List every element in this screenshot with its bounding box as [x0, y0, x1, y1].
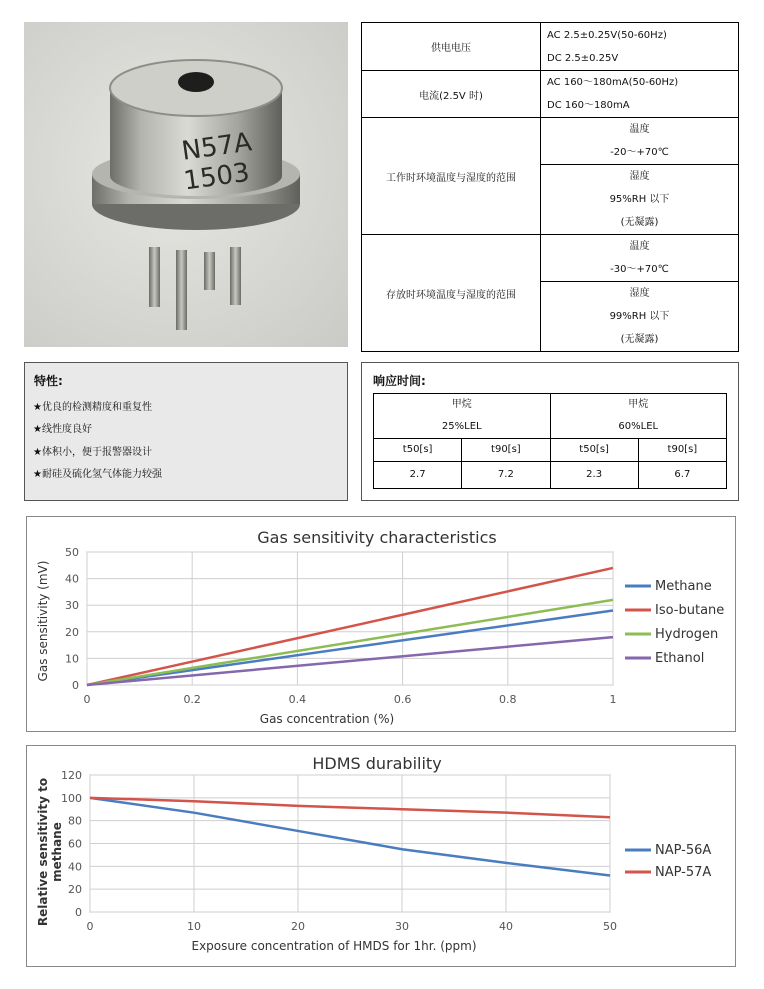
feature-item: ★线性度良好 [33, 424, 92, 435]
y-tick-label: 30 [65, 599, 79, 613]
t90-header: t90[s] [638, 439, 726, 462]
group-gas: 甲烷 [628, 399, 649, 410]
feature-item: ★优良的检测精度和重复性 [33, 402, 152, 413]
y-tick-label: 10 [65, 652, 79, 666]
t50-value: 2.3 [550, 462, 638, 489]
x-tick-label: 20 [291, 920, 305, 933]
x-tick-label: 50 [603, 920, 617, 933]
y-tick-label: 40 [65, 572, 79, 586]
current-value [541, 71, 739, 118]
table-row [362, 71, 739, 118]
t90-header: t90[s] [462, 439, 550, 462]
x-tick-label: 0.8 [499, 693, 517, 706]
y-tick-label: 60 [68, 837, 82, 851]
supply-voltage-dc: DC 2.5±0.25V [547, 52, 619, 64]
table-row [362, 118, 739, 165]
storage-humidity-label: 湿度 [629, 288, 650, 299]
x-tick-label: 30 [395, 920, 409, 933]
marking-line1: N57A [179, 127, 254, 167]
supply-voltage-value [541, 23, 739, 71]
operating-humidity-label: 湿度 [629, 171, 650, 182]
series-line-nap-56a [90, 798, 610, 876]
storage-env-label: 存放时环境温度与湿度的范围 [362, 235, 541, 352]
legend-label: Hydrogen [655, 627, 719, 642]
series-line-nap-57a [90, 798, 610, 817]
gas-sensitivity-chart [26, 516, 736, 732]
plot-area [87, 552, 613, 685]
y-tick-label: 20 [65, 625, 79, 639]
t50-header: t50[s] [550, 439, 638, 462]
legend-label: Methane [655, 579, 712, 594]
y-tick-label: 0 [72, 679, 79, 692]
y-tick-label: 50 [65, 546, 79, 559]
supply-voltage-ac: AC 2.5±0.25V(50-60Hz) [547, 29, 667, 41]
storage-temp-label: 温度 [629, 241, 650, 252]
y-tick-label: 20 [68, 883, 82, 897]
y-tick-label: 100 [61, 791, 82, 805]
operating-temp-value: -20～+70℃ [610, 147, 669, 158]
y-tick-label: 80 [68, 814, 82, 828]
feature-item: ★体积小，便于报警器设计 [33, 447, 152, 458]
marking-line2: 1503 [181, 157, 252, 197]
x-axis-label: Exposure concentration of HMDS for 1hr. (ppm) [191, 939, 477, 953]
series-line-iso-butane [87, 568, 613, 685]
y-tick-label: 40 [68, 860, 82, 874]
group-gas: 甲烷 [451, 399, 472, 410]
storage-humidity-value: 99%RH 以下 [609, 311, 670, 322]
series-line-methane [87, 611, 613, 685]
table-row [362, 235, 739, 282]
series-line-ethanol [87, 637, 613, 685]
chart-title: Gas sensitivity characteristics [257, 528, 497, 547]
hdms-durability-chart [26, 745, 736, 967]
legend-label: NAP-57A [655, 865, 712, 880]
chart-title: HDMS durability [312, 754, 442, 773]
storage-temp-cell [541, 235, 739, 282]
x-tick-label: 0.4 [288, 693, 307, 706]
operating-temp-cell [541, 118, 739, 165]
sensor-photo [24, 22, 348, 347]
table-row [374, 394, 727, 439]
features-box [24, 362, 348, 501]
x-tick-label: 40 [499, 920, 513, 933]
operating-humidity-cell [541, 165, 739, 235]
response-time-title: 响应时间: [373, 374, 426, 388]
t50-value: 2.7 [374, 462, 462, 489]
group-concentration: 60%LEL [618, 421, 659, 432]
legend-label: Iso-butane [655, 603, 725, 618]
y-axis-label: Relative sensitivity tomethane [36, 777, 64, 927]
x-tick-label: 0.2 [183, 693, 201, 706]
operating-humidity-note: (无凝露) [620, 217, 659, 228]
hdms-durability-chart-svg [27, 746, 735, 966]
current-ac: AC 160～180mA(50-60Hz) [547, 77, 679, 88]
x-tick-label: 10 [187, 920, 201, 933]
y-axis-label: Gas sensitivity (mV) [36, 560, 50, 682]
series-line-hydrogen [87, 600, 613, 685]
operating-humidity-value: 95%RH 以下 [609, 194, 670, 205]
group-concentration: 25%LEL [441, 421, 482, 432]
x-tick-label: 0.6 [393, 693, 412, 706]
legend-label: Ethanol [655, 651, 705, 666]
storage-temp-value: -30～+70℃ [610, 264, 669, 275]
current-dc: DC 160～180mA [547, 100, 630, 111]
gas-sensor-image [24, 22, 348, 347]
t50-header: t50[s] [374, 439, 462, 462]
table-row [374, 462, 727, 489]
x-axis-label: Gas concentration (%) [259, 712, 395, 726]
operating-temp-label: 温度 [629, 124, 650, 135]
current-label: 电流(2.5V 时) [362, 71, 541, 118]
feature-item: ★耐硅及硫化氢气体能力较强 [33, 469, 162, 480]
response-time-table [373, 393, 727, 489]
y-tick-label: 120 [61, 769, 82, 782]
supply-voltage-label: 供电电压 [362, 23, 541, 71]
y-tick-label: 0 [75, 906, 82, 919]
storage-humidity-note: (无凝露) [620, 334, 659, 345]
x-tick-label: 0 [86, 920, 94, 933]
x-tick-label: 0 [83, 693, 91, 706]
table-row [362, 23, 739, 71]
group-header [374, 394, 551, 439]
x-tick-label: 1 [609, 693, 617, 706]
storage-humidity-cell [541, 282, 739, 352]
features-title: 特性: [34, 374, 63, 388]
t90-value: 7.2 [462, 462, 550, 489]
spec-table [361, 22, 739, 352]
legend-label: NAP-56A [655, 843, 712, 858]
group-header [550, 394, 727, 439]
table-row [374, 439, 727, 462]
response-time-box [361, 362, 739, 501]
operating-env-label: 工作时环境温度与湿度的范围 [362, 118, 541, 235]
t90-value: 6.7 [638, 462, 726, 489]
gas-sensitivity-chart-svg [27, 517, 735, 731]
